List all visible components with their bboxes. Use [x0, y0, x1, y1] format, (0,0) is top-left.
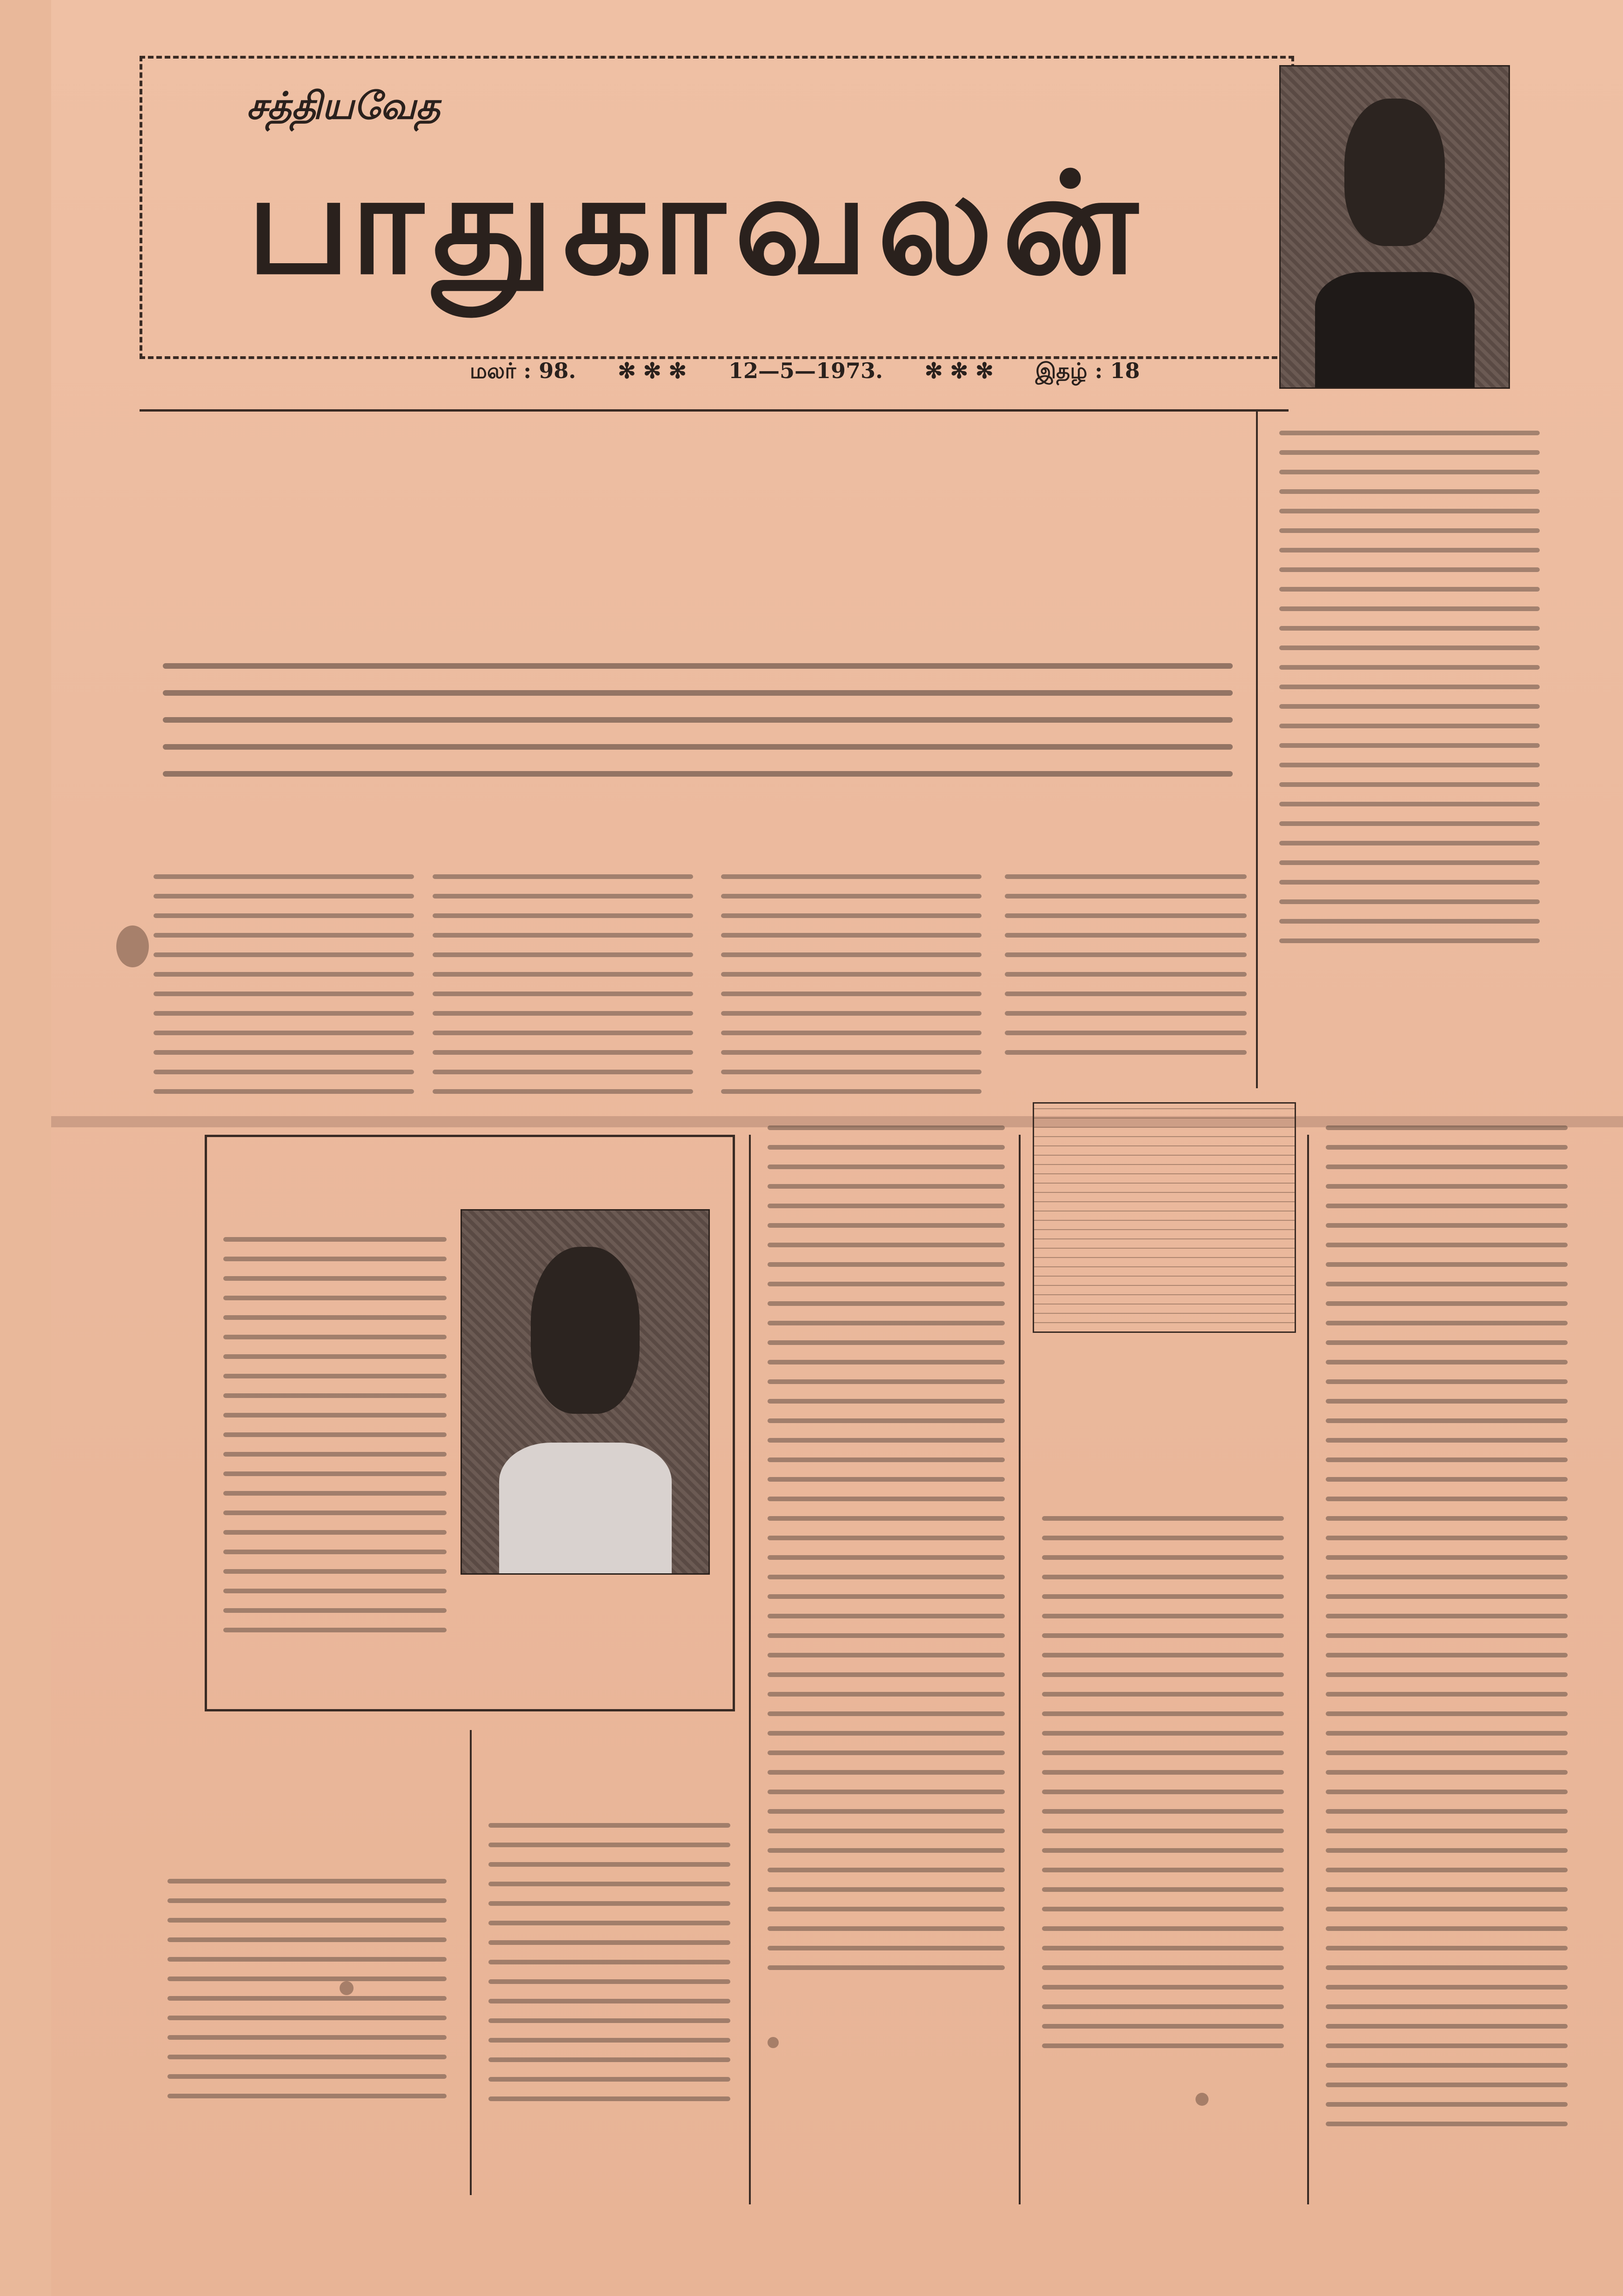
ink-spot	[768, 2037, 779, 2048]
paper-tear-spot	[116, 925, 149, 967]
deck-line-2	[163, 690, 1233, 696]
portrait-face	[1344, 99, 1445, 246]
deck-line-5	[163, 771, 1233, 777]
ink-spot	[1196, 2093, 1209, 2106]
side-column-rule	[1256, 409, 1258, 1088]
main-story-column-1	[154, 874, 414, 1109]
continuation-column	[768, 1125, 1005, 1985]
side-column-upper	[1279, 419, 1540, 958]
volume-number: மலர் : 98.	[470, 358, 576, 383]
portrait-collar	[499, 1443, 672, 1573]
deck-line-3	[163, 717, 1233, 723]
deck-line-1	[163, 663, 1233, 669]
portrait-face	[531, 1247, 639, 1414]
story-3-column	[1042, 1516, 1284, 2063]
issue-number: இதழ் : 18	[1035, 358, 1140, 383]
issue-separator-left: ✻ ✻ ✻	[618, 358, 687, 383]
column-rule-right	[1019, 1135, 1021, 2204]
issue-separator-right: ✻ ✻ ✻	[925, 358, 994, 383]
priest-portrait-photo	[461, 1209, 710, 1575]
column-rule-side	[1307, 1135, 1309, 2204]
column-rule-center	[749, 1135, 751, 2204]
issue-date: 12—5—1973.	[728, 358, 883, 383]
story-2-column	[223, 1237, 447, 1647]
masthead-subtitle: சத்தியவேத	[247, 84, 441, 127]
main-story-deck	[140, 642, 1256, 791]
side-column-lower	[1326, 1125, 1568, 2141]
newspaper-page	[51, 0, 1623, 2296]
main-story-column-2	[433, 874, 693, 1109]
bishop-portrait-photo	[1279, 65, 1510, 389]
portrait-robe	[1315, 272, 1475, 387]
issue-line	[470, 358, 1140, 386]
masthead-title: பாதுகாவலன்	[247, 141, 1147, 305]
story-4-column	[167, 1879, 447, 2113]
church-dome-sketch	[1033, 1102, 1296, 1333]
deck-line-4	[163, 744, 1233, 750]
main-story-column-4	[1005, 874, 1247, 1070]
masthead-rule	[140, 409, 1289, 412]
ink-spot	[340, 1981, 354, 1995]
story-5-column	[488, 1823, 730, 2116]
main-story-column-3	[721, 874, 982, 1109]
column-rule-lower-left	[470, 1730, 472, 2195]
